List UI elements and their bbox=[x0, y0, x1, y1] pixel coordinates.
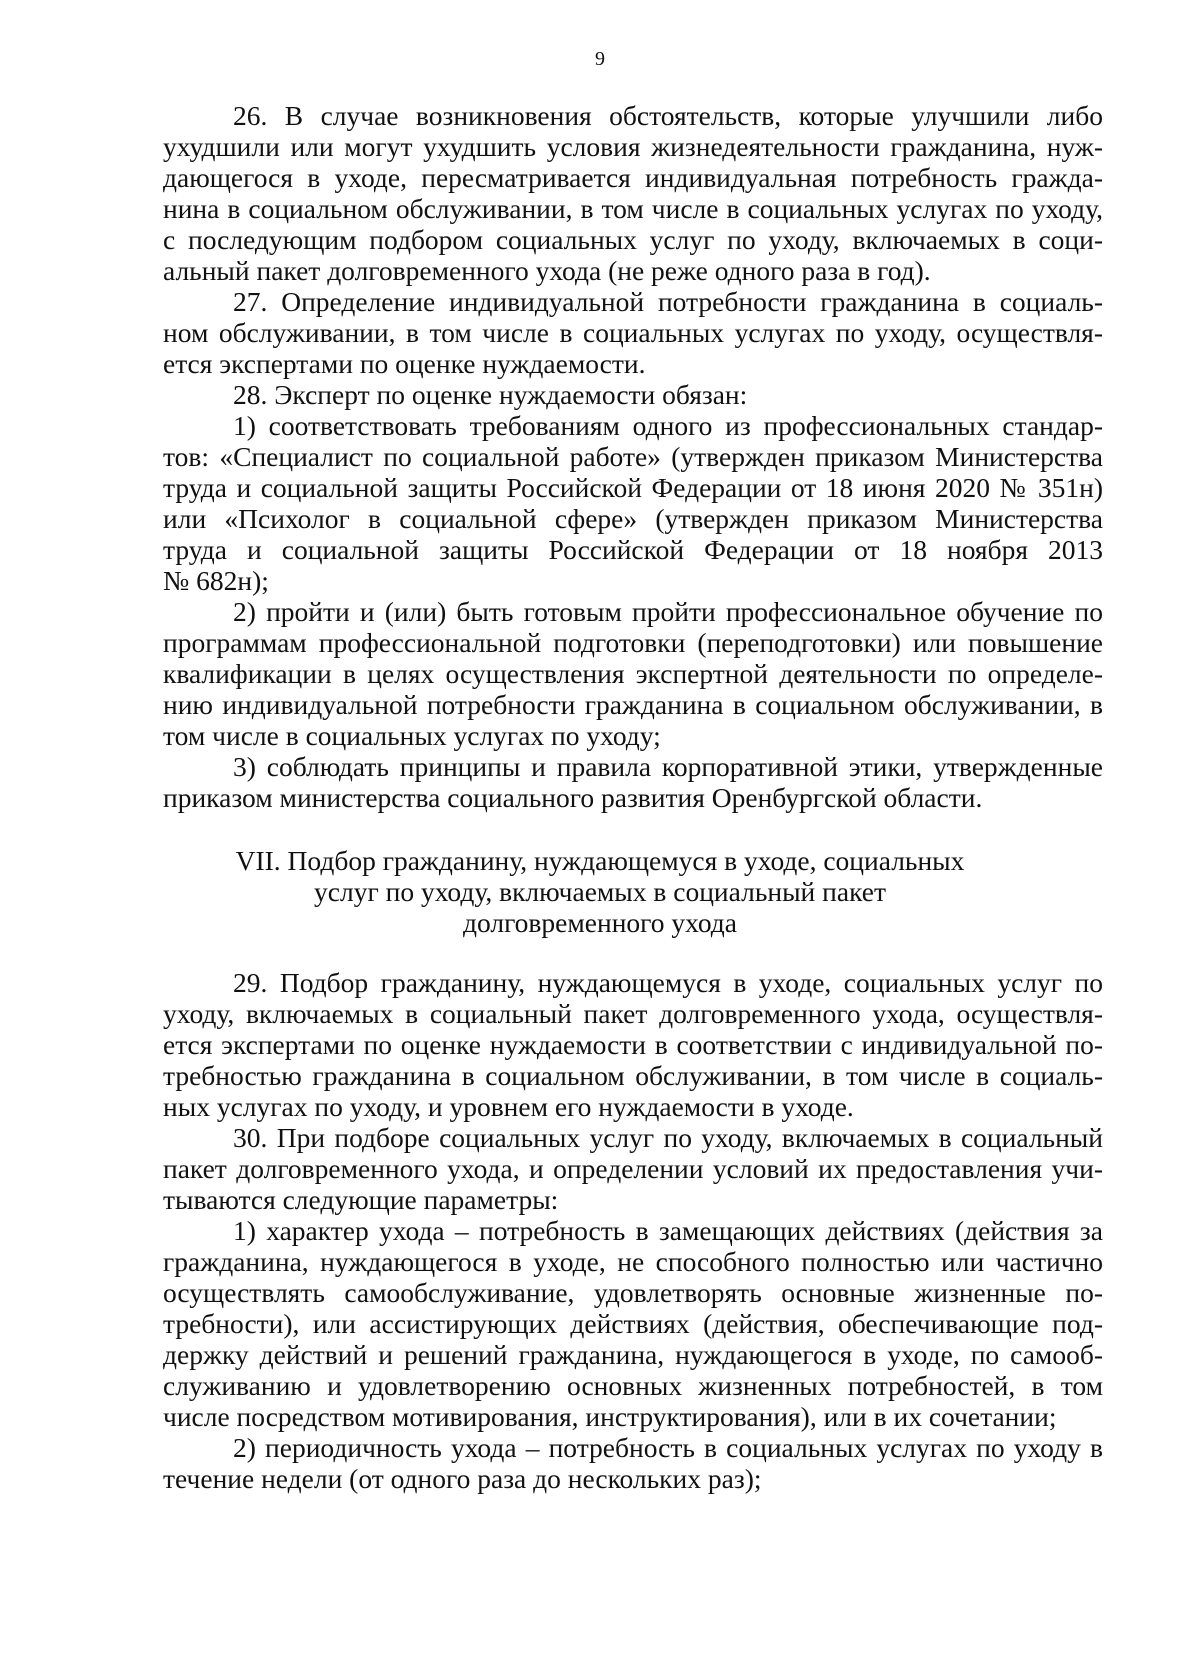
text-line: или «Психолог в социальной сфере» (утвержден приказом Министерства bbox=[163, 503, 1103, 534]
text-line: ном обслуживании, в том числе в социальных услугах по уходу, осуществля- bbox=[163, 317, 1103, 348]
text-line: 26. В случае возникновения обстоятельств, которые улучшили либо bbox=[233, 100, 1103, 131]
text-line: ухудшили или могут ухудшить условия жизнедеятельности гражданина, нуж- bbox=[163, 131, 1103, 162]
text-line: ных услугах по уходу, и уровнем его нуждаемости в уходе. bbox=[163, 1091, 854, 1122]
text-line: 1) соответствовать требованиям одного из профессиональных стандар- bbox=[233, 410, 1103, 441]
text-line: 29. Подбор гражданину, нуждающемуся в уходе, социальных услуг по bbox=[233, 967, 1103, 998]
text-line: приказом министерства социального развития Оренбургской области. bbox=[163, 782, 983, 813]
text-line: 27. Определение индивидуальной потребности гражданина в социаль- bbox=[233, 286, 1103, 317]
text-line: 28. Эксперт по оценке нуждаемости обязан: bbox=[233, 379, 748, 410]
section-heading: долговременного ухода bbox=[462, 907, 737, 938]
text-line: нина в социальном обслуживании, в том числе в социальных услугах по уходу, bbox=[163, 193, 1103, 224]
text-line: 2) пройти и (или) быть готовым пройти профессиональное обучение по bbox=[233, 596, 1103, 627]
text-line: альный пакет долговременного ухода (не реже одного раза в год). bbox=[163, 255, 931, 286]
text-line: с последующим подбором социальных услуг по уходу, включаемых в соци- bbox=[163, 224, 1103, 255]
text-line: держку действий и решений гражданина, нуждающегося в уходе, по самооб- bbox=[163, 1339, 1103, 1370]
text-line: 30. При подборе социальных услуг по уходу, включаемых в социальный bbox=[233, 1122, 1103, 1153]
text-line: пакет долговременного ухода, и определении условий их предоставления учи- bbox=[163, 1153, 1103, 1184]
text-line: уходу, включаемых в социальный пакет долговременного ухода, осуществля- bbox=[163, 998, 1103, 1029]
text-line: тов: «Специалист по социальной работе» (утвержден приказом Министерства bbox=[163, 441, 1103, 472]
text-line: тываются следующие параметры: bbox=[163, 1184, 559, 1215]
text-line: нию индивидуальной потребности гражданина в социальном обслуживании, в bbox=[163, 689, 1103, 720]
text-line: квалификации в целях осуществления экспертной деятельности по определе- bbox=[163, 658, 1103, 689]
text-line: № 682н); bbox=[163, 565, 269, 596]
text-line: программам профессиональной подготовки (переподготовки) или повышение bbox=[163, 627, 1103, 658]
text-line: 2) периодичность ухода – потребность в социальных услугах по уходу в bbox=[233, 1432, 1103, 1463]
section-heading: услуг по уходу, включаемых в социальный пакет bbox=[314, 876, 886, 907]
text-line: числе посредством мотивирования, инструктирования), или в их сочетании; bbox=[163, 1401, 1057, 1432]
text-line: труда и социальной защиты Российской Федерации от 18 июня 2020 № 351н) bbox=[163, 472, 1103, 503]
text-line: служиванию и удовлетворению основных жизненных потребностей, в том bbox=[163, 1370, 1103, 1401]
text-line: 1) характер ухода – потребность в замещающих действиях (действия за bbox=[233, 1215, 1103, 1246]
text-line: гражданина, нуждающегося в уходе, не способного полностью или частично bbox=[163, 1246, 1103, 1277]
text-line: труда и социальной защиты Российской Федерации от 18 ноября 2013 bbox=[163, 534, 1103, 565]
text-line: течение недели (от одного раза до нескольких раз); bbox=[163, 1463, 762, 1494]
text-line: требностью гражданина в социальном обслуживании, в том числе в социаль- bbox=[163, 1060, 1103, 1091]
text-line: дающегося в уходе, пересматривается индивидуальная потребность гражда- bbox=[163, 162, 1103, 193]
section-heading: VII. Подбор гражданину, нуждающемуся в уходе, социальных bbox=[235, 845, 965, 876]
text-line: ется экспертами по оценке нуждаемости. bbox=[163, 348, 646, 379]
text-line: ется экспертами по оценке нуждаемости в соответствии с индивидуальной по- bbox=[163, 1029, 1103, 1060]
text-line: том числе в социальных услугах по уходу; bbox=[163, 720, 661, 751]
text-line: 3) соблюдать принципы и правила корпоративной этики, утвержденные bbox=[233, 751, 1103, 782]
text-line: осуществлять самообслуживание, удовлетворять основные жизненные по- bbox=[163, 1277, 1103, 1308]
text-line: требности), или ассистирующих действиях (действия, обеспечивающие под- bbox=[163, 1308, 1103, 1339]
page-number: 9 bbox=[595, 48, 605, 70]
